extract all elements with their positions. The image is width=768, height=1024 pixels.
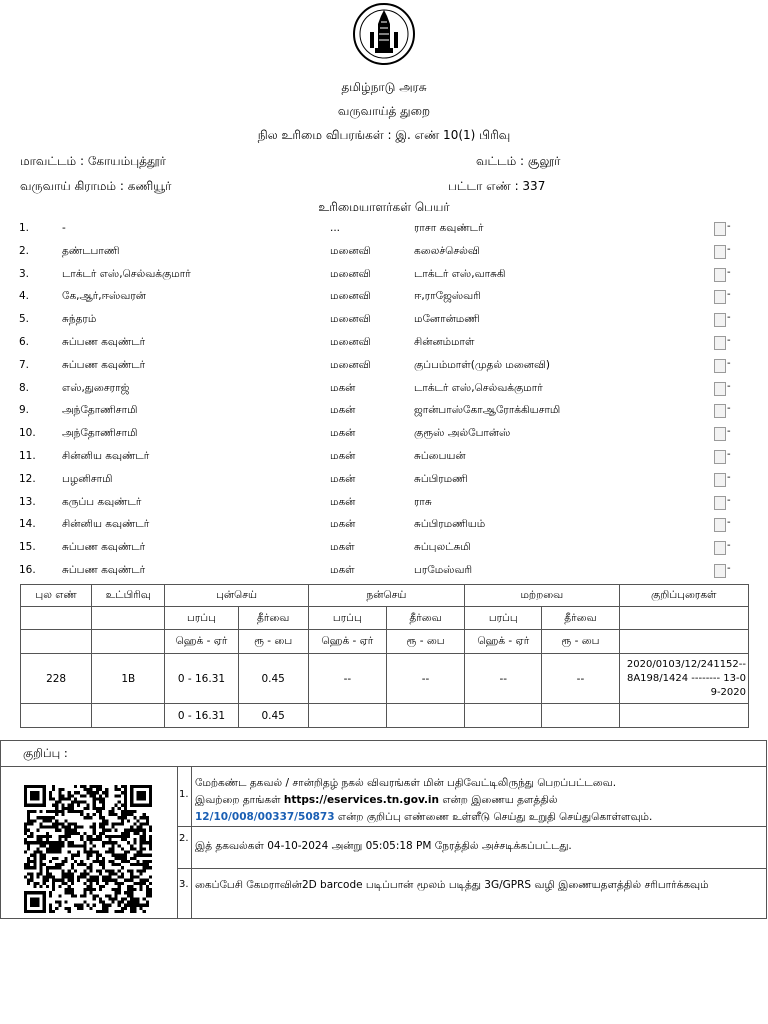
relative-name: கலைச்செல்வி [414,244,480,257]
broken-image-icon [714,449,734,465]
owner-name: பழனிசாமி [62,472,113,485]
relative-name: சுப்புலட்சுமி [414,541,471,554]
image-alt-text: - [727,562,731,574]
relationship: மகன் [330,472,356,485]
list-item [0,515,768,538]
relationship: மனைவி [330,290,371,303]
relative-name: மனோன்மணி [414,313,480,326]
image-placeholder-icon [714,222,726,236]
relationship: மனைவி [330,313,371,326]
list-item [0,333,768,356]
table-row [21,654,749,704]
image-placeholder-icon [714,496,726,510]
owner-number: 11. [19,449,36,462]
relationship: மகன் [330,404,356,417]
owner-name: சுப்பண கவுண்டர் [62,358,146,371]
owners-list [0,219,768,584]
owner-number: 7. [19,358,30,371]
image-alt-text: - [727,448,731,460]
survey-number: 228 [21,654,92,704]
list-item [0,356,768,379]
image-placeholder-icon [714,382,726,396]
image-placeholder-icon [714,313,726,327]
owner-name: தண்டபாணி [62,244,120,257]
relative-name: குரூஸ் அல்போன்ஸ் [414,427,511,440]
owner-name: அந்தோணிசாமி [62,427,138,440]
broken-image-icon [714,289,734,305]
relationship: மகள் [330,563,355,576]
relative-name: டாக்டர் எஸ்,வாசுகி [414,267,506,280]
list-item [0,493,768,516]
owner-number: 1. [19,222,30,234]
relative-name: டாக்டர் எஸ்,செல்வக்குமார் [414,381,543,394]
note-2: இத் தகவல்கள் 04-10-2024 அன்று 05:05:18 PM நேரத்தில் அச்சடிக்கப்பட்டது. [192,827,767,869]
list-item [0,470,768,493]
village-label: வருவாய் கிராமம் : கணியூர் [20,179,172,193]
list-item [0,310,768,333]
punsei-tax-header: தீர்வை [238,607,308,630]
owner-number: 5. [19,313,30,326]
total-row [21,704,749,728]
header-govt: தமிழ்நாடு அரசு [341,80,427,94]
relative-name: ராசா கவுண்டர் [414,222,484,234]
eservices-url[interactable]: https://eservices.tn.gov.in [283,794,440,806]
punsei-tax: 0.45 [238,654,308,704]
image-placeholder-icon [714,450,726,464]
relationship: மகன் [330,449,356,462]
owner-number: 9. [19,404,30,417]
relationship: மகன் [330,518,356,531]
owner-number: 12. [19,472,36,485]
punsei-area-unit: ஹெக் - ஏர் [165,630,238,654]
note-1-number: 1. [178,767,192,827]
header-title: நில உரிமை விபரங்கள் : இ. எண் 10(1) பிரிவு [257,128,511,142]
relationship: மகன் [330,381,356,394]
owner-number: 14. [19,518,36,531]
relationship: மனைவி [330,267,371,280]
list-item [0,379,768,402]
land-details-table [20,584,749,728]
note-1 [192,767,767,827]
image-alt-text: - [727,471,731,483]
broken-image-icon [714,495,734,511]
note-1-text-c: என்ற குறிப்பு எண்ணை உள்ளீடு செய்து உறுதி செய்துகொள்ளவும். [334,811,653,823]
col-subdivision: உட்பிரிவு [92,585,165,607]
relationship: மகன் [330,495,356,508]
owner-name: டாக்டர் எஸ்,செல்வக்குமார் [62,267,191,280]
image-alt-text: - [727,289,731,301]
punsei-area-header: பரப்பு [165,607,238,630]
header-department: வருவாய்த் துறை [337,104,431,118]
list-item [0,219,768,242]
relative-name: சுப்பிரமணியம் [414,518,486,531]
broken-image-icon [714,517,734,533]
owner-number: 10. [19,427,36,440]
others-area-unit: ஹெக் - ஏர் [465,630,542,654]
image-placeholder-icon [714,427,726,441]
others-tax-header: தீர்வை [542,607,619,630]
broken-image-icon [714,312,734,328]
others-area: -- [465,654,542,704]
owner-number: 4. [19,290,30,303]
nansei-area: -- [308,654,386,704]
list-item [0,538,768,561]
broken-image-icon [714,335,734,351]
list-item [0,401,768,424]
relative-name: சுப்பிரமணி [414,472,468,485]
image-placeholder-icon [714,541,726,555]
broken-image-icon [714,472,734,488]
relationship: மனைவி [330,244,371,257]
image-alt-text: - [727,540,731,552]
image-alt-text: - [727,243,731,255]
broken-image-icon [714,563,734,579]
others-tax-unit: ரூ - பை [542,630,619,654]
remarks-cell: 2020/0103/12/241152--8A198/1424 -------- 13-09-2020 [619,654,748,704]
broken-image-icon [714,267,734,283]
nansei-area-unit: ஹெக் - ஏர் [308,630,386,654]
image-placeholder-icon [714,245,726,259]
nansei-tax-unit: ரூ - பை [386,630,464,654]
owner-name: கருப்ப கவுண்டர் [62,495,142,508]
owner-name: எஸ்,துசைராஜ் [62,381,130,394]
owner-number: 3. [19,267,30,280]
image-placeholder-icon [714,404,726,418]
image-placeholder-icon [714,290,726,304]
broken-image-icon [714,540,734,556]
nansei-tax: -- [386,654,464,704]
image-alt-text: - [727,426,731,438]
owner-number: 8. [19,381,30,394]
note-2-number: 2. [178,827,192,869]
image-alt-text: - [727,334,731,346]
owner-number: 16. [19,563,36,576]
owner-number: 13. [19,495,36,508]
relationship: மகன் [330,427,356,440]
reference-number-link[interactable]: 12/10/008/00337/50873 [195,811,335,823]
col-survey-number: புல எண் [21,585,92,607]
owner-name: சுந்தரம் [62,313,97,326]
broken-image-icon [714,381,734,397]
relationship: மகள் [330,541,355,554]
relative-name: குப்பம்மாள்(முதல் மனைவி) [414,358,551,371]
punsei-tax-unit: ரூ - பை [238,630,308,654]
owner-name: சின்னிய கவுண்டர் [62,449,150,462]
col-remarks: குறிப்புரைகள் [619,585,748,607]
owner-number: 15. [19,541,36,554]
nansei-tax-header: தீர்வை [386,607,464,630]
others-area-header: பரப்பு [465,607,542,630]
image-alt-text: - [727,403,731,415]
taluk-label: வட்டம் : சூலூர் [476,154,561,168]
image-placeholder-icon [714,359,726,373]
list-item [0,287,768,310]
others-tax: -- [542,654,619,704]
image-placeholder-icon [714,518,726,532]
image-alt-text: - [727,380,731,392]
subdivision: 1B [92,654,165,704]
note-3-number: 3. [178,869,192,919]
relationship: ... [330,222,341,234]
relationship: மனைவி [330,335,371,348]
qr-code [20,785,156,913]
image-placeholder-icon [714,336,726,350]
total-punsei-area: 0 - 16.31 [165,704,238,728]
owner-name: சுப்பண கவுண்டர் [62,563,146,576]
list-item [0,561,768,584]
image-alt-text: - [727,494,731,506]
total-punsei-tax: 0.45 [238,704,308,728]
list-item [0,242,768,265]
owner-number: 6. [19,335,30,348]
broken-image-icon [714,358,734,374]
patta-number: பட்டா எண் : 337 [448,179,546,193]
relationship: மனைவி [330,358,371,371]
broken-image-icon [714,403,734,419]
note-3: கைப்பேசி கேமராவின்2D barcode படிப்பான் மூலம் படித்து 3G/GPRS வழி இணையதளத்தில் சரிபார்க்கவும் [192,869,767,919]
broken-image-icon [714,221,734,237]
relative-name: ஈ,ராஜேஸ்வரி [414,290,481,303]
punsei-area: 0 - 16.31 [165,654,238,704]
image-alt-text: - [727,312,731,324]
relative-name: ராசு [414,495,432,508]
image-alt-text: - [727,221,731,232]
broken-image-icon [714,244,734,260]
list-item [0,424,768,447]
image-alt-text: - [727,357,731,369]
owner-name: - [62,222,66,234]
relative-name: பரமேஸ்வரி [414,563,473,576]
image-alt-text: - [727,266,731,278]
relative-name: சின்னம்மாள் [414,335,475,348]
image-placeholder-icon [714,268,726,282]
note-1-text-b2: என்ற இணைய தளத்தில் [439,794,558,806]
notes-title: குறிப்பு : [1,741,767,767]
relative-name: ஜான்பாஸ்கோஆரோக்கியசாமி [414,404,561,417]
note-1-text-b1: இவற்றை தாங்கள் [195,794,284,806]
owner-number: 2. [19,244,30,257]
list-item [0,447,768,470]
image-alt-text: - [727,517,731,529]
owner-name: கே,ஆர்,ஈஸ்வரன் [62,290,146,303]
district-label: மாவட்டம் : கோயம்புத்தூர் [20,154,166,168]
broken-image-icon [714,426,734,442]
tn-government-emblem [348,2,420,66]
image-placeholder-icon [714,473,726,487]
owner-name: சின்னிய கவுண்டர் [62,518,150,531]
col-punsei: புன்செய் [165,585,308,607]
col-nansei: நன்செய் [308,585,464,607]
owners-title: உரிமையாளர்கள் பெயர் [318,200,450,214]
nansei-area-header: பரப்பு [308,607,386,630]
owner-name: சுப்பண கவுண்டர் [62,541,146,554]
owner-name: அந்தோணிசாமி [62,404,138,417]
image-placeholder-icon [714,564,726,578]
relative-name: சுப்பையன் [414,449,466,462]
col-others: மற்றவை [465,585,619,607]
owner-name: சுப்பண கவுண்டர் [62,335,146,348]
list-item [0,265,768,288]
note-1-line-a: மேற்கண்ட தகவல் / சான்றிதழ் நகல் விவரங்கள் மின் பதிவேட்டிலிருந்து பெறப்பட்டவை. [195,777,617,789]
